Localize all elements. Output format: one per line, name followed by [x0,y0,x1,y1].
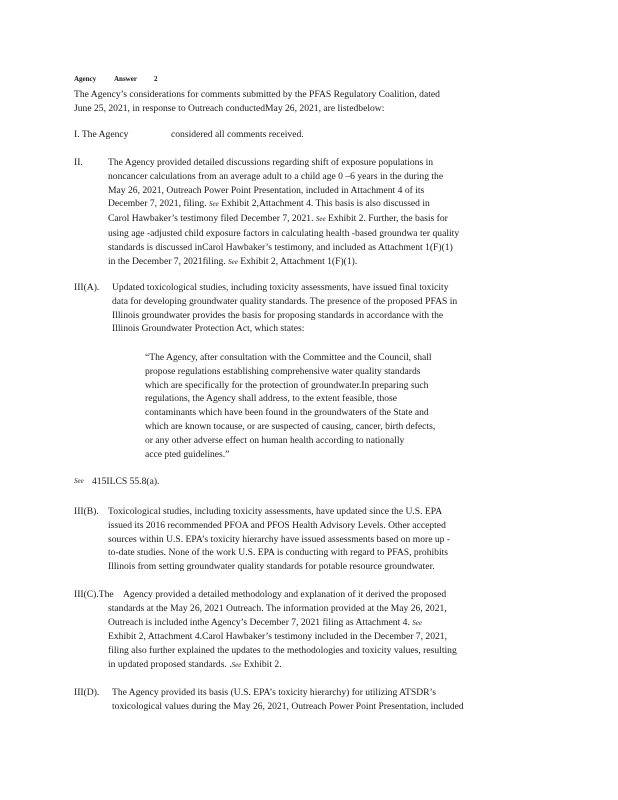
section-iiia-label: III(A). [74,282,100,293]
text-line: Outreach is included inthe Agency’s December 7, 2021 filing as Attachment 4. See [108,616,422,628]
intro-line: The Agency’s considerations for comments submitted by the PFAS Regulatory Coalition, dated [74,89,440,100]
quote-line: regulations, the Agency shall address, to the extent feasible, those [145,393,398,405]
see-signal: See [208,200,219,209]
quote-line: “The Agency, after consultation with the Committee and the Council, shall [145,352,432,363]
text-line: Toxicological studies, including toxicity assessments, have updated since the U.S. EPA [108,506,443,517]
header-number: 2 [154,75,158,83]
text-line: Illinois groundwater provides the basis for proposing standards in accordance with the [112,309,444,321]
text-line: May 26, 2021, Outreach Power Point Presentation, included in Attachment 4 of its [108,184,425,196]
section-iiib-label: III(B). [74,506,99,517]
text-line: December 7, 2021, filing. See Exhibit 2,Attachment 4. This basis is also discussed in [108,198,430,210]
text-line: Exhibit 2, Attachment 4.Carol Hawbaker’s testimony included in the December 7, 2021, [108,631,447,643]
see-signal: See [412,618,422,627]
text-line: in updated proposed standards. .See Exhibit 2. [108,658,282,670]
text-line: noncancer calculations from an average adult to a child age 0 –6 years in the during the [108,170,444,182]
text-line: standards is discussed inCarol Hawbaker’s testimony, and included as Attachment 1(F)(1) [108,241,453,253]
section-i-label: I. The Agency [74,129,129,140]
text-line: issued its 2016 recommended PFOA and PFOS Health Advisory Levels. Other accepted [108,519,446,531]
section-iiic-label: III(C).The [74,589,114,600]
text-line: to-date studies. None of the work U.S. EPA is conducting with regard to PFAS, prohibits [108,547,449,559]
see-signal: See [74,477,84,485]
section-iiid-label: III(D). [74,687,100,698]
text-line: Updated toxicological studies, including toxicity assessments, have issued final toxicity [112,282,449,293]
text-line: Carol Hawbaker’s testimony filed December 7, 2021. See Exhibit 2. Further, the basis for [108,213,448,225]
statute-citation: 415ILCS 55.8(a). [92,476,160,487]
quote-line: contaminants which have been found in the groundwaters of the State and [145,407,429,419]
text-line: filing also further explained the updates to the methodologies and toxicity values, resulting [108,645,457,657]
text-line: in the December 7, 2021filing. See Exhibit 2, Attachment 1(F)(1). [108,255,358,267]
section-ii-label: II. [74,157,83,168]
text-line: standards at the May 26, 2021 Outreach. The information provided at the May 26, 2021, [108,602,447,614]
text-line: Illinois from setting groundwater quality standards for potable resource groundwater. [108,561,435,573]
text-line: using age -adjusted child exposure factors in calculating health -based groundwa ter quality [108,227,460,239]
text-line: The Agency provided its basis (U.S. EPA’s toxicity hierarchy) for utilizing ATSDR’s [112,687,436,698]
intro-line: June 25, 2021, in response to Outreach conductedMay 26, 2021, are listedbelow: [74,102,385,114]
quote-line: which are specifically for the protection of groundwater.In preparing such [145,379,429,391]
section-iiic-text [108,602,541,673]
quote-line: acce pted guidelines.” [145,448,230,460]
quote-line: propose regulations establishing comprehensive water quality standards [145,365,421,377]
section-ii-text [108,156,540,269]
section-iiia-text [112,281,540,336]
quote-line: which are known tocause, or are suspected of causing, cancer, birth defects, [145,420,436,432]
text-line: data for developing groundwater quality standards. The presence of the proposed PFAS in [112,295,458,307]
section-i-text: considered all comments received. [171,129,304,140]
header-agency: Agency [74,75,97,83]
section-iiid-text [112,686,540,714]
header-answer: Answer [114,75,137,83]
text-line: The Agency provided detailed discussions regarding shift of exposure populations in [108,157,434,168]
intro-paragraph [74,88,540,116]
text-line: Agency provided a detailed methodology and explanation of it derived the proposed [123,589,447,600]
section-iiic-first [123,588,541,602]
block-quote [145,351,504,461]
section-iiib-text [108,505,540,574]
see-signal: See [228,257,238,266]
text-line: Illinois Groundwater Protection Act, which states: [112,323,305,335]
text-line: sources within U.S. EPA’s toxicity hierarchy have issued assessments based on more up - [108,533,451,545]
quote-line: or any other adverse effect on human health according to nationally [145,434,405,446]
see-signal: See [231,660,242,669]
see-signal: See [315,215,326,224]
text-line: toxicological values during the May 26, 2021, Outreach Power Point Presentation, included [112,700,464,712]
